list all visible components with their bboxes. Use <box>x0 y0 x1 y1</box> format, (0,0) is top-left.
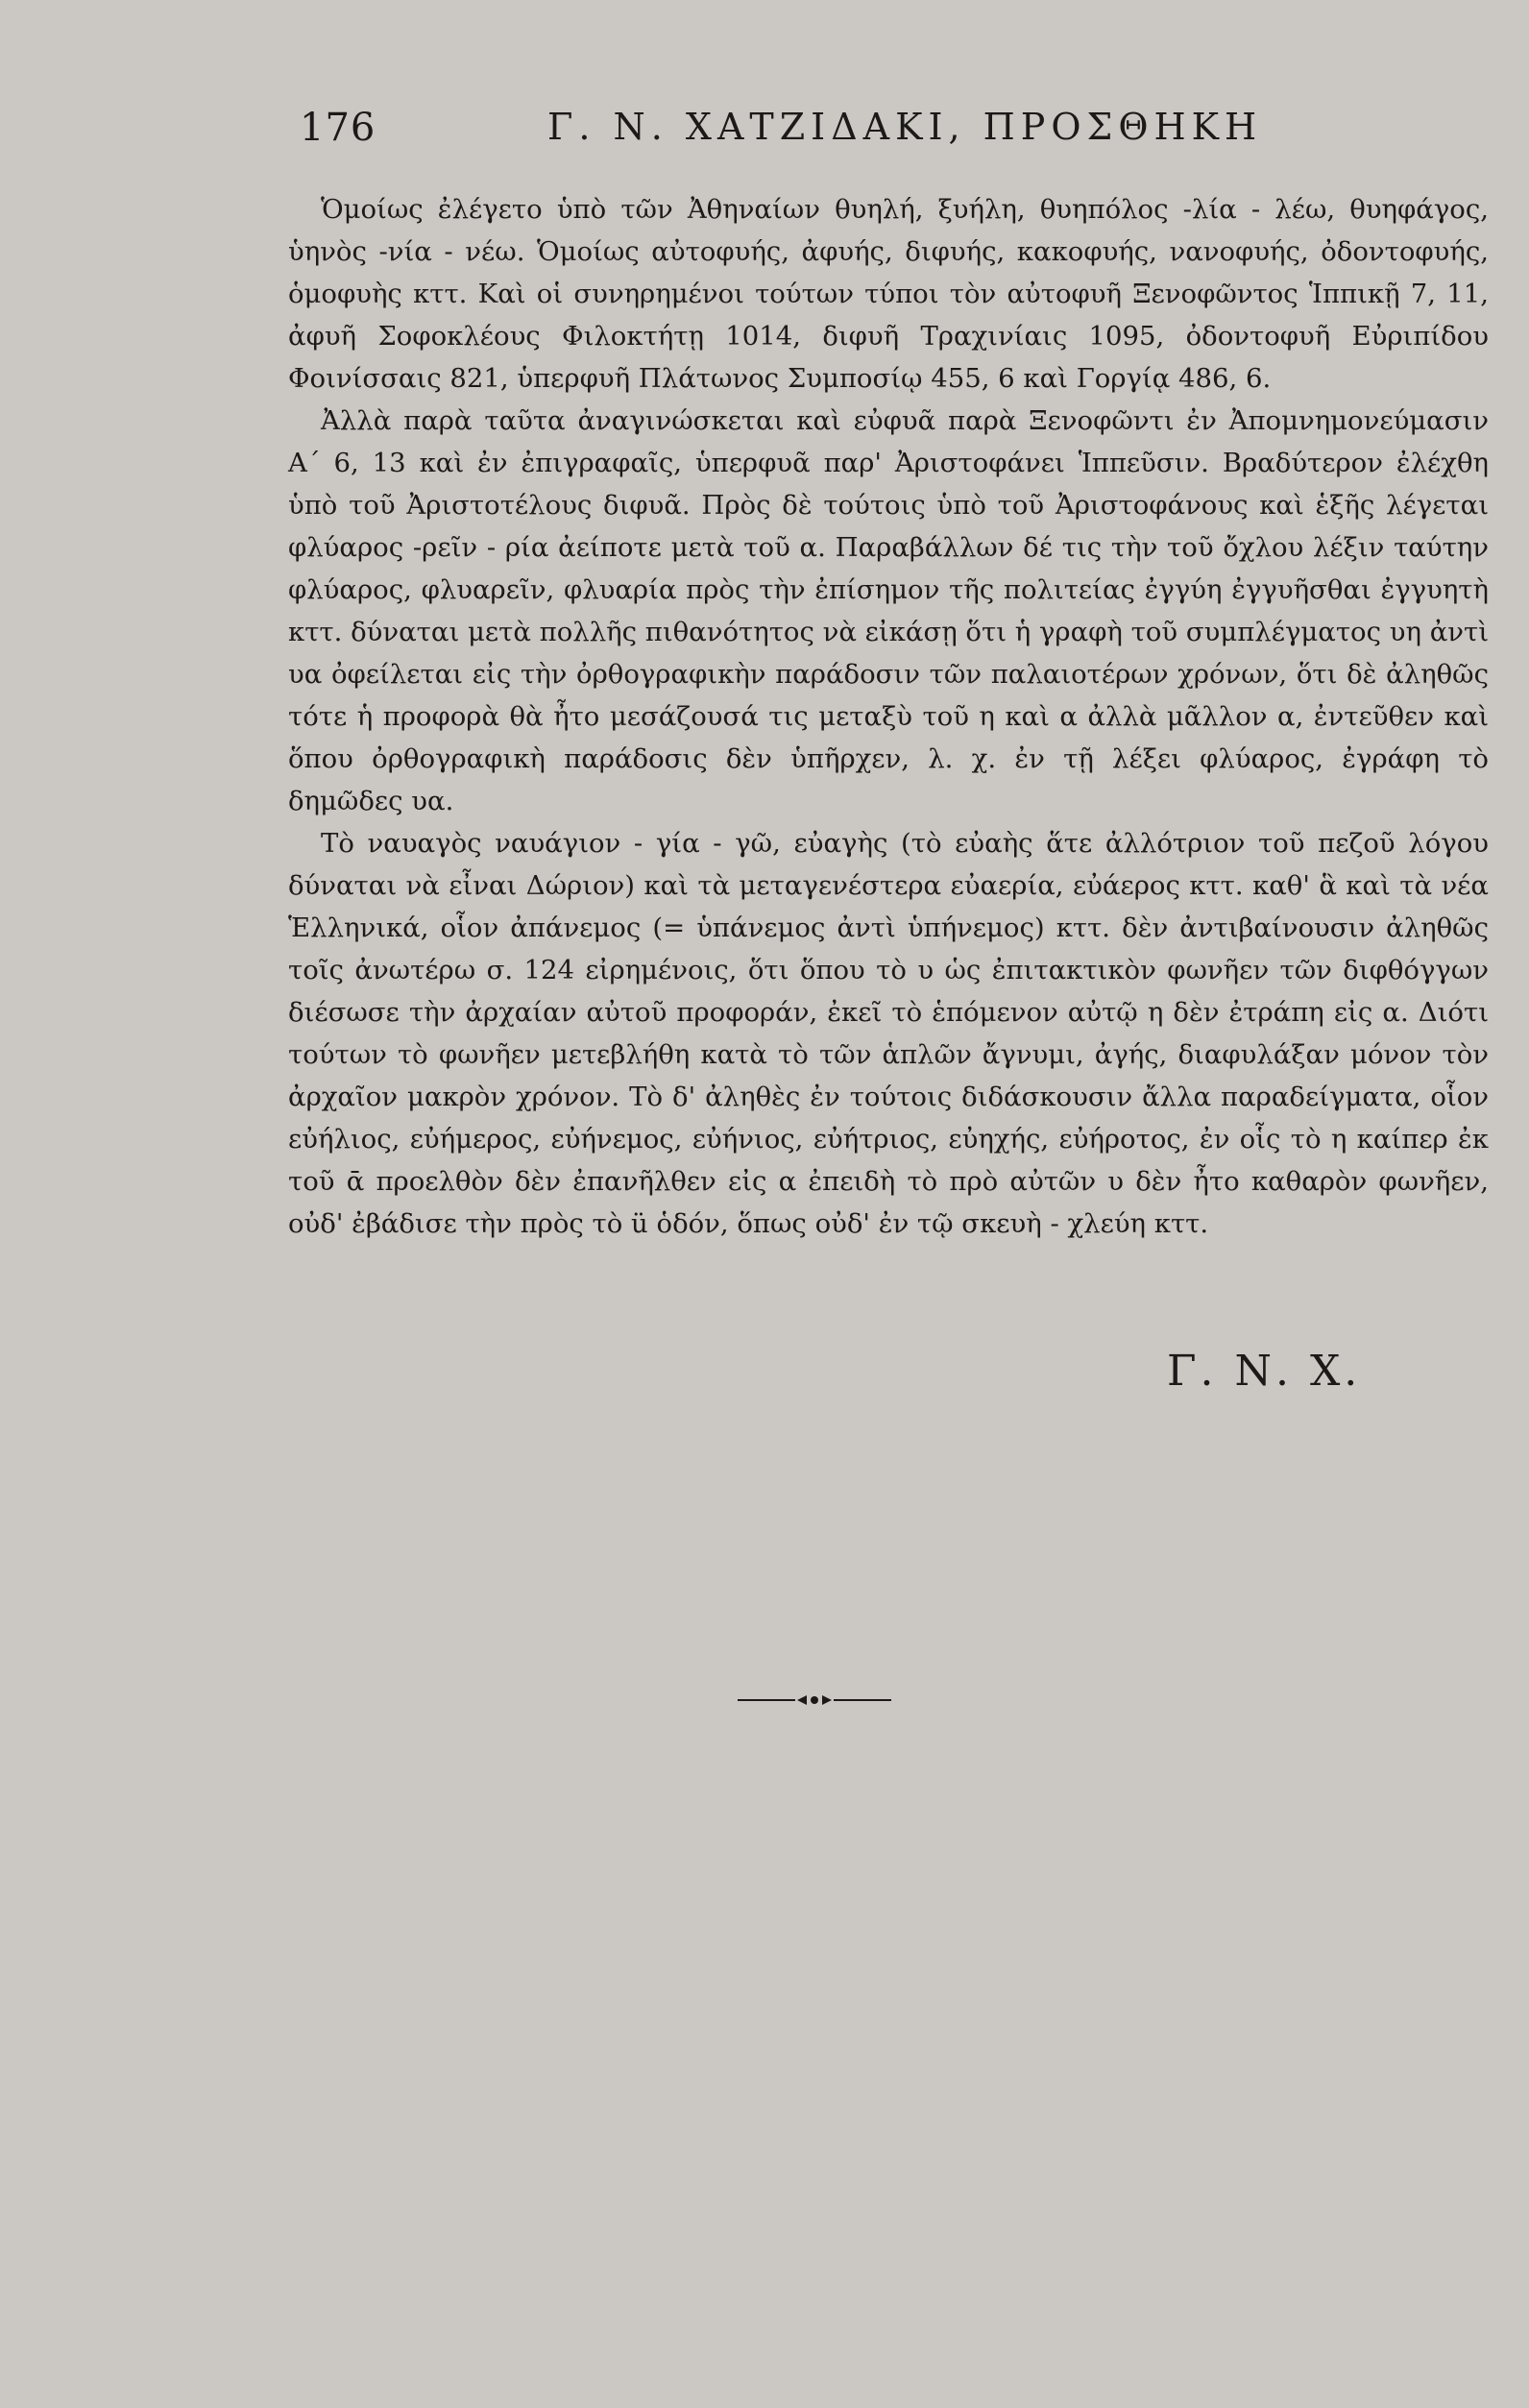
running-head: Γ. Ν. ΧΑΤΖΙΔΑΚΙ, ΠΡΟΣΘΗΚΗ <box>547 106 1263 148</box>
paragraph-1: Ὁμοίως ἐλέγετο ὑπὸ τῶν Ἀθηναίων θυηλή, ξυήλη, θυηπόλος -λία - λέω, θυηφάγος, ὑηνὸς -νία - νέω. Ὁμοίως αὐτοφυής, ἀφυής, διφυής, κακοφυής, νανοφυής, ὀδοντοφυής, ὁμοφυὴς κττ. Καὶ οἱ συνηρημένοι τούτων τύποι τὸν αὐτοφυῆ Ξενοφῶντος Ἱππικῇ 7, 11, ἀφυῆ Σοφοκλέους Φιλοκτήτῃ 1014, διφυῆ Τραχινίαις 1095, ὀδοντοφυῆ Εὐριπίδου Φοινίσσαις 821, ὑπερφυῆ Πλάτωνος Συμποσίῳ 455, 6 καὶ Γοργίᾳ 486, 6. <box>288 194 1489 394</box>
body-text <box>288 188 1489 1245</box>
rule-ornament-icon <box>738 1690 891 1710</box>
paragraph-2: Ἀλλὰ παρὰ ταῦτα ἀναγινώσκεται καὶ εὐφυᾶ παρὰ Ξενοφῶντι ἐν Ἀπομνημονεύμασιν Α΄ 6, 13 καὶ ἐν ἐπιγραφαῖς, ὑπερφυᾶ παρ' Ἀριστοφάνει Ἱππεῦσιν. Βραδύτερον ἐλέχθη ὑπὸ τοῦ Ἀριστοτέλους διφυᾶ. Πρὸς δὲ τούτοις ὑπὸ τοῦ Ἀριστοφάνους καὶ ἑξῆς λέγεται φλύαρος -ρεῖν - ρία ἀείποτε μετὰ τοῦ α. Παραβάλλων δέ τις τὴν τοῦ ὄχλου λέξιν ταύτην φλύαρος, φλυαρεῖν, φλυαρία πρὸς τὴν ἐπίσημον τῆς πολιτείας ἐγγύη ἐγγυῆσθαι ἐγγυητὴ κττ. δύναται μετὰ πολλῆς πιθανότητος νὰ εἰκάσῃ ὅτι ἡ γραφὴ τοῦ συμπλέγματος υη ἀντὶ υα ὀφείλεται εἰς τὴν ὀρθογραφικὴν παράδοσιν τῶν παλαιοτέρων χρόνων, ὅτι δὲ ἀληθῶς τότε ἡ προφορὰ θὰ ἦτο μεσάζουσά τις μεταξὺ τοῦ η καὶ α ἀλλὰ μᾶλλον α, ἐντεῦθεν καὶ ὅπου ὀρθογραφικὴ παράδοσις δὲν ὑπῆρχεν, λ. χ. ἐν τῇ λέξει φλύαρος, ἐγράφη τὸ δημῶδες υα. <box>288 405 1489 816</box>
page-header <box>300 106 1481 163</box>
author-initials: Γ. Ν. Χ. <box>1167 1347 1362 1396</box>
paragraph-3: Τὸ ναυαγὸς ναυάγιον - γία - γῶ, εὐαγὴς (τὸ εὐαὴς ἅτε ἀλλότριον τοῦ πεζοῦ λόγου δύναται νὰ εἶναι Δώριον) καὶ τὰ μεταγενέστερα εὐαερία, εὐάερος κττ. καθ' ἃ καὶ τὰ νέα Ἑλληνικά, οἷον ἀπάνεμος (= ὑπάνεμος ἀντὶ ὑπήνεμος) κττ. δὲν ἀντιβαίνουσιν ἀληθῶς τοῖς ἀνωτέρω σ. 124 εἰρημένοις, ὅτι ὅπου τὸ υ ὡς ἐπιτακτικὸν φωνῆεν τῶν διφθόγγων διέσωσε τὴν ἀρχαίαν αὐτοῦ προφοράν, ἐκεῖ τὸ ἑπόμενον αὐτῷ η δὲν ἐτράπη εἰς α. Διότι τούτων τὸ φωνῆεν μετεβλήθη κατὰ τὸ τῶν ἁπλῶν ἄγνυμι, ἀγής, διαφυλάξαν μόνον τὸν ἀρχαῖον μακρὸν χρόνον. Τὸ δ' ἀληθὲς ἐν τούτοις διδάσκουσιν ἄλλα παραδείγματα, οἷον εὐήλιος, εὐήμερος, εὐήνεμος, εὐήνιος, εὐήτριος, εὐηχής, εὐήροτος, ἐν οἷς τὸ η καίπερ ἐκ τοῦ ᾱ προελθὸν δὲν ἐπανῆλθεν εἰς α ἐπειδὴ τὸ πρὸ αὐτῶν υ δὲν ἦτο καθαρὸν φωνῆεν, οὐδ' ἐβάδισε τὴν πρὸς τὸ ü ὁδόν, ὅπως οὐδ' ἐν τῷ σκευὴ - χλεύη κττ. <box>288 828 1489 1239</box>
page-number: 176 <box>300 106 376 150</box>
